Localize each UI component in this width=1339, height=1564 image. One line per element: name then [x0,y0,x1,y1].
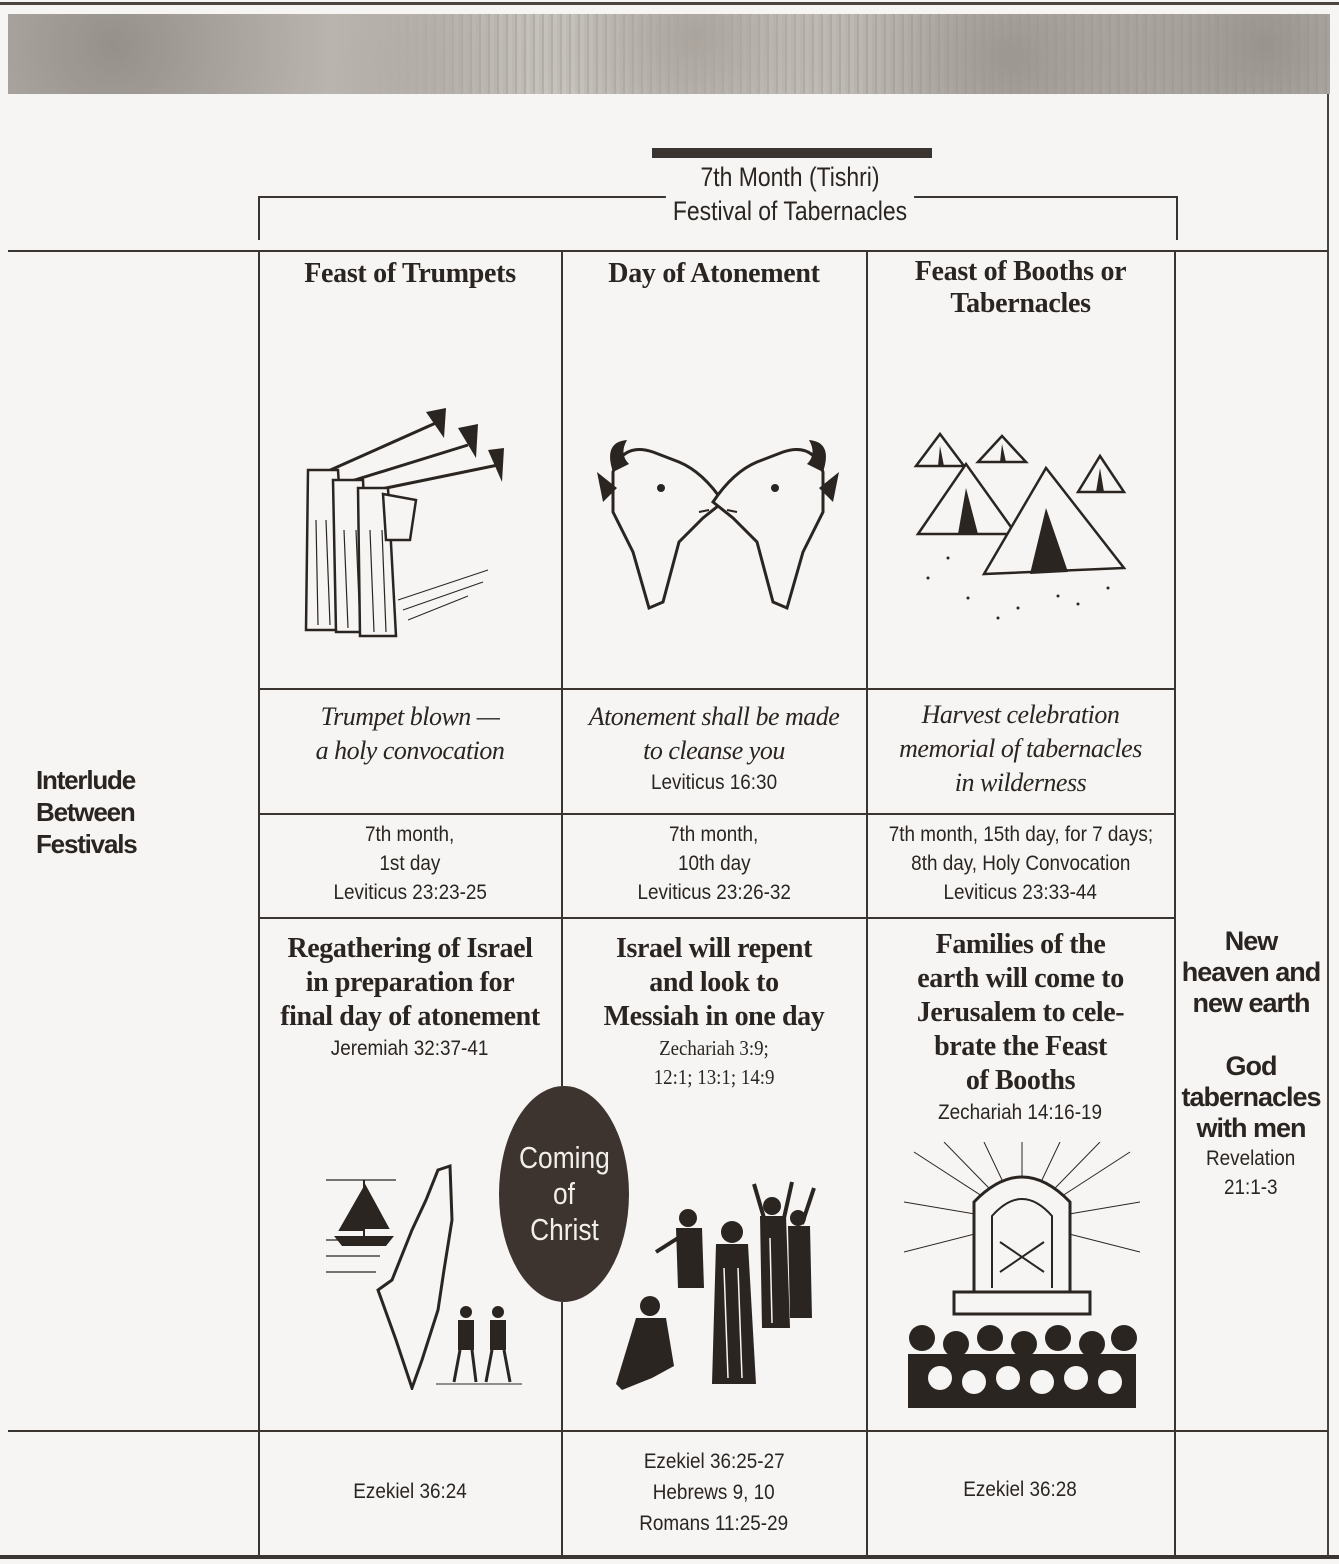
decorative-texture-band [8,14,1330,94]
interlude-line: Interlude [36,765,135,795]
coming-line: of [553,1176,575,1211]
prophecy-line: Families of the [935,929,1106,960]
bottom-ref-line: Ezekiel 36:24 [353,1480,467,1503]
bottom-ref-line: Romans 11:25-29 [639,1512,789,1535]
prophecy-line: final day of atonement [280,1001,540,1032]
prophecy-line: brate the Feast [934,1031,1107,1062]
feast-title-trumpets [260,258,560,290]
feast-title-booths [868,256,1173,320]
prophecy-line: earth will come to [917,963,1124,994]
prophecy-line: Messiah in one day [603,1001,825,1032]
prophecy-line: Regathering of Israel [287,933,533,964]
bottom-ref-line: Ezekiel 36:28 [963,1478,1078,1501]
prophecy-atonement [563,932,865,1092]
feast-meaning-booths [868,698,1173,800]
final-heading-line: tabernacles [1181,1082,1321,1112]
month-header-bar [652,148,932,158]
interlude-line: Between [36,797,135,827]
timing-line: Leviticus 23:33-44 [943,881,1098,904]
timing-line: 1st day [379,852,441,875]
meaning-line: a holy convocation [315,736,505,765]
grid-line [258,813,1176,815]
repenting-people-icon [612,1178,822,1403]
timing-line: 7th month, [669,823,759,846]
final-ref-line: Revelation [1206,1147,1296,1170]
meaning-line: Trumpet blown — [320,702,500,731]
grid-line [8,250,1328,252]
timing-line: 8th day, Holy Convocation [910,852,1131,875]
festival-label: Festival of Tabernacles [666,194,914,228]
temple-crowd-icon [904,1142,1140,1408]
coming-line: Christ [529,1212,599,1247]
bottom-ref-line: Ezekiel 36:25-27 [643,1450,785,1473]
grid-line [1174,250,1176,1555]
feast-timing-atonement [563,820,865,907]
bottom-ref-trumpets [260,1477,560,1506]
feast-timing-trumpets [260,820,560,907]
prophecy-booths [868,928,1173,1127]
feast-title-line: Feast of Booths or [914,256,1127,287]
prophecy-line: Israel will repent [615,933,813,964]
feast-meaning-atonement [563,700,865,797]
grid-line [8,1430,1328,1432]
prophecy-line: of Booths [965,1065,1076,1096]
final-ref-line: 21:1-3 [1224,1176,1278,1199]
meaning-ref: Leviticus 16:30 [650,771,778,794]
interlude-label [36,764,137,860]
israel-map-icon [326,1160,526,1390]
final-heading-line: God [1225,1051,1277,1081]
tents-icon [908,428,1136,624]
bottom-ref-line: Hebrews 9, 10 [653,1481,775,1504]
prophecy-line: in preparation for [305,967,515,998]
grid-line [258,688,1176,690]
bottom-ref-booths [868,1475,1173,1504]
month-title [646,160,935,228]
timing-line: 7th month, [365,823,455,846]
feast-title-atonement [563,258,865,290]
month-label: 7th Month (Tishri) [700,162,880,192]
final-heading-line: heaven and [1181,957,1321,987]
prophecy-ref: Zechariah 3:9; [659,1036,769,1060]
coming-line: Coming [518,1140,610,1175]
feast-title-line: Day of Atonement [608,258,820,289]
prophecy-ref: Zechariah 14:16-19 [938,1101,1103,1124]
timing-line: 10th day [677,852,751,875]
feast-title-line: Feast of Trumpets [304,258,516,289]
final-prophecy [1176,926,1326,1202]
feast-meaning-trumpets [260,700,560,768]
interlude-line: Festivals [36,829,137,859]
top-border [0,2,1339,5]
meaning-line: to cleanse you [643,736,785,765]
meaning-line: memorial of tabernacles [899,734,1142,763]
meaning-line: Atonement shall be made [588,702,840,731]
prophecy-line: and look to [649,967,779,998]
feast-timing-booths [868,820,1173,907]
coming-of-christ-badge [499,1086,629,1302]
final-heading-line: with men [1196,1113,1306,1143]
bottom-border [0,1555,1339,1559]
prophecy-trumpets [260,932,560,1063]
feast-title-line: Tabernacles [950,288,1091,319]
right-border [1327,94,1329,1558]
timing-line: Leviticus 23:26-32 [637,881,791,904]
prophecy-ref: 12:1; 13:1; 14:9 [653,1065,775,1089]
timing-line: Leviticus 23:23-25 [333,881,487,904]
goats-icon [583,432,853,622]
final-heading-line: New [1224,926,1278,956]
trumpets-icon [298,400,508,645]
grid-line [258,917,1176,919]
meaning-line: Harvest celebration [921,700,1120,729]
timing-line: 7th month, 15th day, for 7 days; [888,823,1153,846]
prophecy-ref: Jeremiah 32:37-41 [331,1037,489,1060]
bottom-ref-atonement [563,1446,865,1539]
meaning-line: in wilderness [954,768,1087,797]
prophecy-line: Jerusalem to cele- [916,997,1125,1028]
final-heading-line: new earth [1192,988,1310,1018]
